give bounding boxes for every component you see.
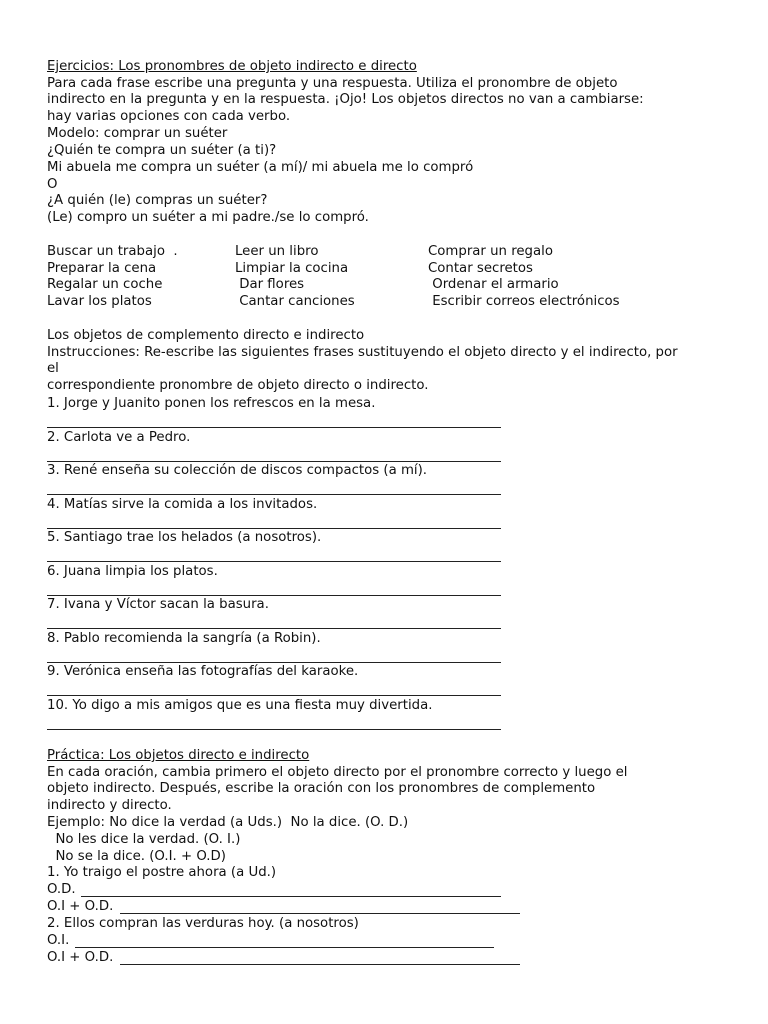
section1-title: Ejercicios: Los pronombres de objeto indirecto e directo [47, 59, 417, 74]
model-line: ¿A quién (le) compras un suéter? [47, 193, 268, 208]
answer-line[interactable] [47, 595, 501, 596]
verb-cell: Preparar la cena [47, 261, 157, 276]
answer-line[interactable] [47, 561, 501, 562]
exercise-item: 10. Yo digo a mis amigos que es una fiesta muy divertida. [47, 698, 433, 713]
instruction-line: Para cada frase escribe una pregunta y una respuesta. Utiliza el pronombre de objeto [47, 76, 618, 91]
exercise-item: 3. René enseña su colección de discos compactos (a mí). [47, 463, 428, 478]
instruction-line: objeto indirecto. Después, escribe la oración con los pronombres de complemento [47, 781, 596, 796]
verb-cell: Cantar canciones [235, 294, 355, 309]
model-line: Mi abuela me compra un suéter (a mí)/ mi abuela me lo compró [47, 160, 474, 175]
exercise-item: 1. Jorge y Juanito ponen los refrescos en la mesa. [47, 396, 376, 411]
answer-label: O.I + O.D. [47, 899, 114, 914]
verb-cell: Leer un libro [235, 244, 319, 259]
verb-cell: Ordenar el armario [428, 277, 559, 292]
exercise-item: 2. Ellos compran las verduras hoy. (a nosotros) [47, 916, 359, 931]
answer-line[interactable] [47, 528, 501, 529]
exercise-item: 8. Pablo recomienda la sangría (a Robin). [47, 631, 321, 646]
verb-cell: Contar secretos [428, 261, 533, 276]
instruction-line: hay varias opciones con cada verbo. [47, 109, 291, 124]
answer-line[interactable] [120, 913, 520, 914]
answer-line[interactable] [47, 662, 501, 663]
exercise-item: 7. Ivana y Víctor sacan la basura. [47, 597, 269, 612]
answer-label: O.I + O.D. [47, 950, 114, 965]
instruction-line: correspondiente pronombre de objeto directo o indirecto. [47, 378, 429, 393]
model-line: Modelo: comprar un suéter [47, 126, 228, 141]
verb-cell: Dar flores [235, 277, 305, 292]
instruction-line: Instrucciones: Re-escribe las siguientes frases sustituyendo el objeto directo y el indirecto, por [47, 345, 678, 360]
exercise-item: 4. Matías sirve la comida a los invitados. [47, 497, 318, 512]
verb-cell: Regalar un coche [47, 277, 163, 292]
section2-title: Los objetos de complemento directo e indirecto [47, 328, 365, 343]
instruction-line: el [47, 361, 59, 376]
answer-label: O.D. [47, 882, 76, 897]
exercise-item: 9. Verónica enseña las fotografías del karaoke. [47, 664, 359, 679]
answer-line[interactable] [47, 494, 501, 495]
verb-cell: Comprar un regalo [428, 244, 553, 259]
answer-line[interactable] [47, 628, 501, 629]
model-line: (Le) compro un suéter a mi padre./se lo compró. [47, 210, 369, 225]
answer-line[interactable] [120, 964, 520, 965]
exercise-item: 5. Santiago trae los helados (a nosotros). [47, 530, 322, 545]
answer-line[interactable] [81, 896, 501, 897]
example-line: No les dice la verdad. (O. I.) [47, 832, 241, 847]
instruction-line: En cada oración, cambia primero el objeto directo por el pronombre correcto y luego el [47, 765, 628, 780]
verb-cell: Buscar un trabajo . [47, 244, 178, 259]
model-line: O [47, 177, 58, 192]
example-line: Ejemplo: No dice la verdad (a Uds.) No la dice. (O. D.) [47, 815, 409, 830]
instruction-line: indirecto en la pregunta y en la respuesta. ¡Ojo! Los objetos directos no van a cambiarse: [47, 92, 644, 107]
answer-line[interactable] [47, 729, 501, 730]
exercise-item: 1. Yo traigo el postre ahora (a Ud.) [47, 865, 277, 880]
exercise-item: 2. Carlota ve a Pedro. [47, 430, 191, 445]
instruction-line: indirecto y directo. [47, 798, 172, 813]
verb-cell: Escribir correos electrónicos [428, 294, 620, 309]
answer-line[interactable] [47, 461, 501, 462]
verb-cell: Lavar los platos [47, 294, 152, 309]
model-line: ¿Quién te compra un suéter (a ti)? [47, 143, 277, 158]
answer-line[interactable] [47, 695, 501, 696]
exercise-item: 6. Juana limpia los platos. [47, 564, 218, 579]
answer-label: O.I. [47, 933, 70, 948]
example-line: No se la dice. (O.I. + O.D) [47, 849, 226, 864]
section3-title: Práctica: Los objetos directo e indirecto [47, 748, 310, 763]
answer-line[interactable] [47, 427, 501, 428]
answer-line[interactable] [75, 947, 494, 948]
verb-cell: Limpiar la cocina [235, 261, 349, 276]
